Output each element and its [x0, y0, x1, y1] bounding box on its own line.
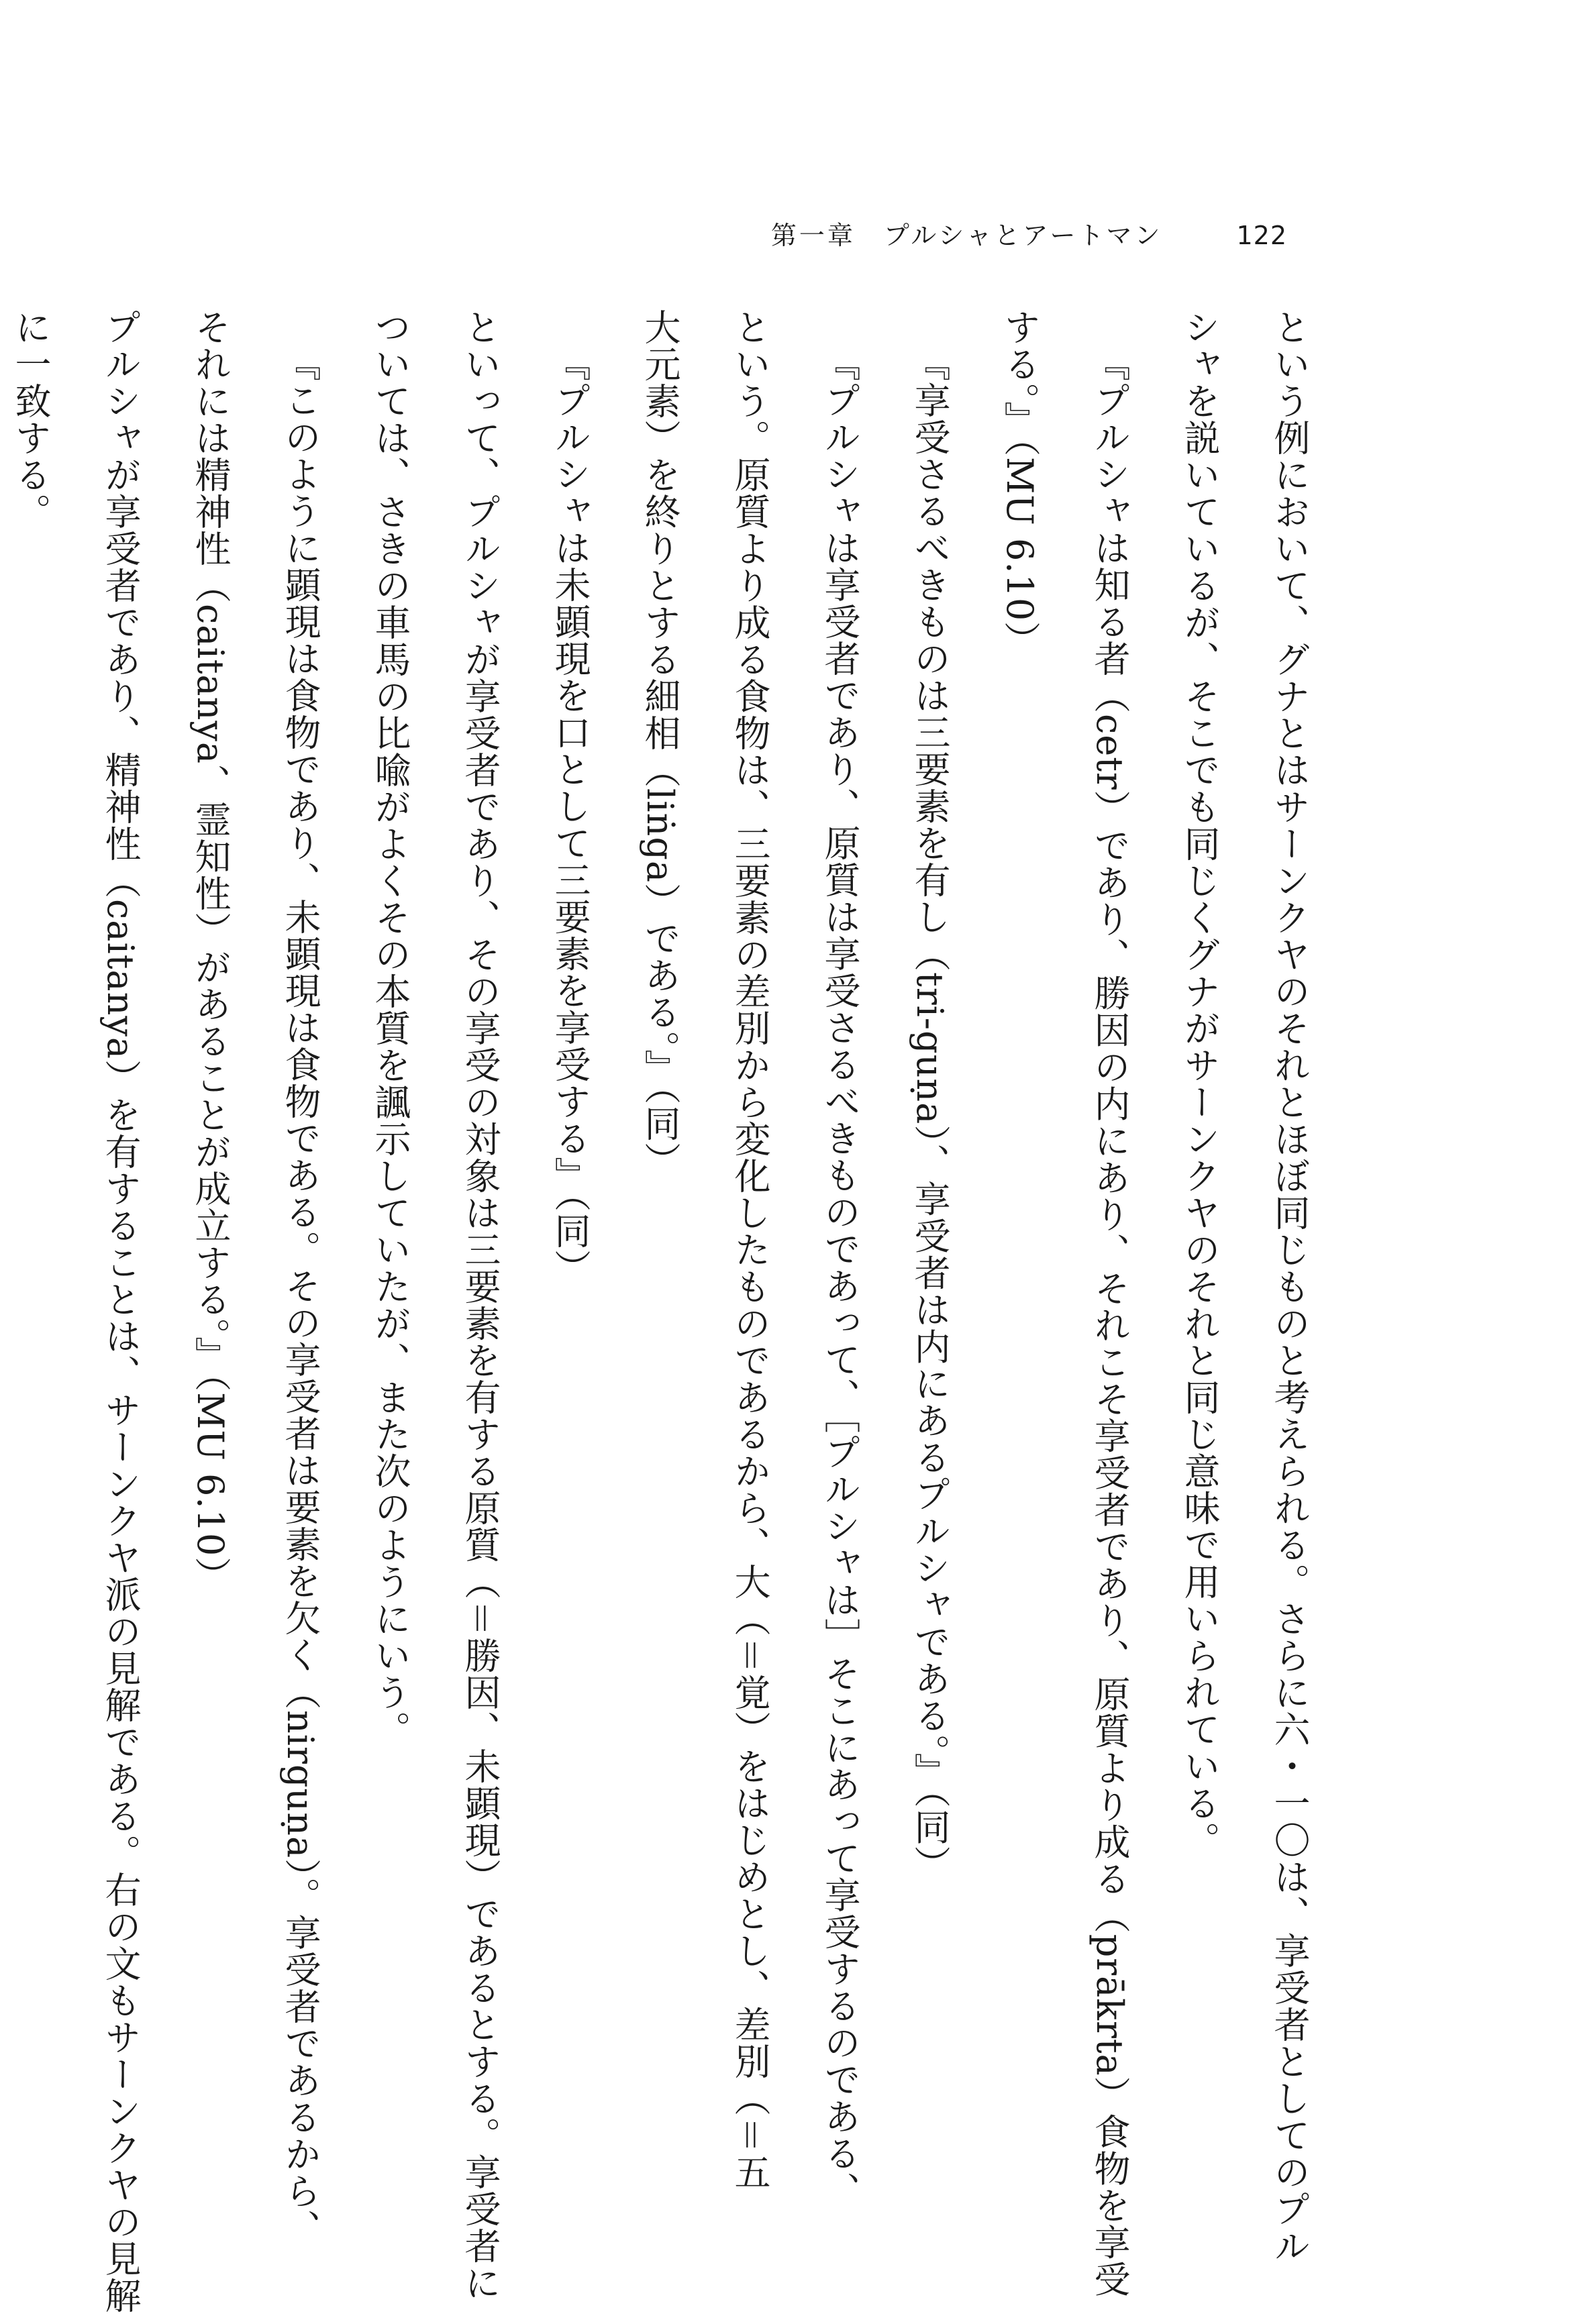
- text-line-3: 『プルシャは知る者（cetr）であり、勝因の内にあり、それこそ享受者であり、原質より成る（prākrta）食物を享受: [1089, 345, 1131, 2298]
- text-line-11: ついては、さきの車馬の比喩がよくその本質を諷示していたが、また次のようにいう。: [369, 309, 411, 1748]
- text-line-4: する。』（MU 6.10）: [999, 309, 1041, 659]
- text-line-13: それには精神性（caitanya、霊知性）があることが成立する。』（MU 6.10）: [189, 309, 232, 1594]
- page-number: 122: [1236, 221, 1287, 250]
- text-line-1: という例において、グナとはサーンクヤのそれとほぼ同じものと考えられる。さらに六・一〇は、享受者としてのプル: [1268, 309, 1311, 2264]
- vertical-text-body: [9, 309, 1334, 2315]
- text-line-8: 大元素）を終りとする細相（liṅga）である。』（同）: [639, 309, 681, 1179]
- text-line-14: プルシャが享受者であり、精神性（caitanya）を有することは、サーンクヤ派の見解である。右の文もサーンクヤの見解: [99, 309, 142, 2315]
- text-line-9: 『プルシャは未顕現を口として三要素を享受する』（同）: [549, 345, 591, 1286]
- text-line-15: に一致する。: [9, 309, 52, 530]
- text-line-12: 『このように顕現は食物であり、未顕現は食物である。その享受者は要素を欠く（nirguṇa）。享受者であるから、: [279, 345, 321, 2247]
- text-line-7: という。原質より成る食物は、三要素の差別から変化したものであるから、大（＝覚）をはじめとし、差別（＝五: [729, 309, 771, 2190]
- text-line-10: といって、プルシャが享受者であり、その享受の対象は三要素を有する原質（＝勝因、未顕現）であるとする。享受者に: [459, 309, 501, 2301]
- text-line-5: 『享受さるべきものは三要素を有し（tri-guṇa）、享受者は内にあるプルシャである。』（同）: [909, 345, 951, 1883]
- running-header: [771, 215, 1287, 252]
- text-line-6: 『プルシャは享受者であり、原質は享受さるべきものであって、［プルシャは］そこにあって享受するのである、: [819, 345, 861, 2209]
- chapter-title: 第一章 プルシャとアートマン: [770, 221, 1163, 250]
- text-line-2: シャを説いているが、そこでも同じくグナがサーンクヤのそれと同じ意味で用いられている。: [1178, 309, 1221, 1858]
